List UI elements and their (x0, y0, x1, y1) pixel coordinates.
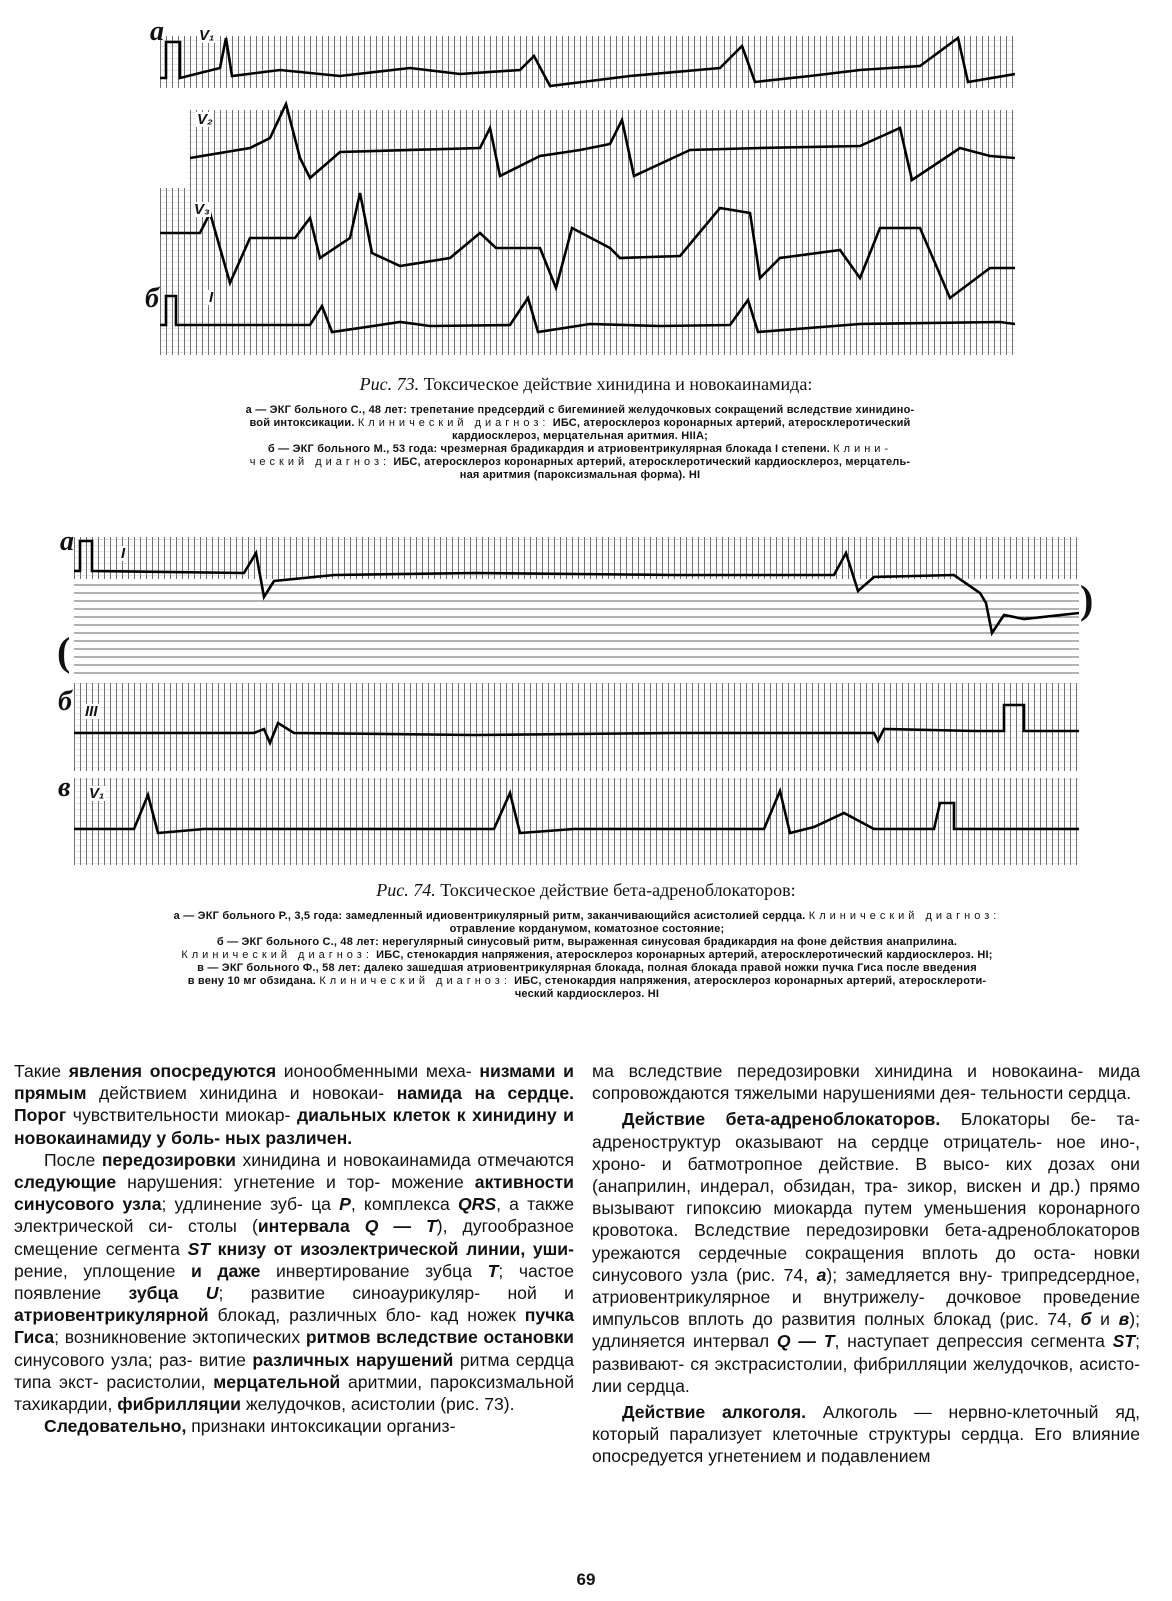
text-run: ST (1112, 1331, 1136, 1352)
text-run: ких дозах они (анаприлин, индерал, обзидан, тра- (592, 1153, 1140, 1197)
text-run: действием хинидина и новокаи- (86, 1083, 385, 1104)
text-run: трипредсердное, атриовентрикулярное и внутрижелу- (592, 1264, 1141, 1308)
text-run: ионообменными меха- (276, 1061, 472, 1081)
text-run: а (816, 1264, 827, 1285)
fig74-title-num: Рис. 74. (376, 880, 436, 900)
text-run: ; развитие синоаурикуляр- (218, 1283, 481, 1304)
text-run: Алкоголь — нервно-клеточный (805, 1402, 1099, 1423)
text-run: расистолии, (106, 1371, 214, 1392)
fig73-caption-a-2: вой интоксикации. (249, 417, 355, 429)
fig74-lead-c: V₁ (89, 785, 105, 802)
fig74-strip-a-lines (74, 585, 1079, 673)
text-run: мида сопровождаются тяжелыми нарушениями дея- (592, 1061, 1140, 1104)
fig73-strip-v3 (160, 188, 1015, 293)
fig74-label-b: б (58, 686, 72, 717)
text-run: P (339, 1194, 351, 1215)
fig74-caption-b-spaced: Клинический диагноз: (181, 949, 373, 961)
text-run: желудочков, асистолии (240, 1394, 436, 1415)
text-run: После (44, 1149, 102, 1170)
text-run: намида (396, 1083, 475, 1104)
fig73-caption-a-4: кардиосклероз, мерцательная аритмия. HIIA; (452, 430, 708, 442)
text-run: Q — T (776, 1331, 835, 1352)
text-run: инвертирование зубца (260, 1260, 488, 1281)
fig74-continuation-mark-right: ) (1080, 577, 1094, 622)
text-run: Следовательно, (44, 1416, 187, 1437)
text-run: ца (311, 1194, 340, 1215)
fig73-caption-a-3: ИБС, атеросклероз коронарных артерий, атеросклеротический (552, 417, 911, 429)
left-paragraph-1 (14, 1060, 574, 1149)
fig74-caption-c-3: ИБС, стенокардия напряжения, атеросклероз коронарных артерий, атеросклероти- (514, 975, 987, 987)
text-run: зикор, вискен и др.) прямо вызывают гипоксию (592, 1176, 1140, 1219)
text-run: атриовентрикулярной (14, 1305, 209, 1326)
fig73-ecg-panel (160, 28, 1015, 355)
right-paragraph-2 (592, 1108, 1140, 1397)
fig74-lead-b: III (85, 703, 98, 720)
fig74-ecg-svg (74, 533, 1079, 865)
text-run: передозировки (101, 1149, 236, 1170)
text-run: Блокаторы бе- (940, 1109, 1096, 1130)
fig74-lead-a: I (121, 545, 126, 562)
fig74-caption-b-2: ИБС, стенокардия напряжения, атеросклероз коронарных артерий, атеросклеротический кардиосклероз. HI; (376, 949, 993, 961)
text-run: явления опосредуются (68, 1061, 277, 1081)
fig74-continuation-mark-left: ( (57, 629, 71, 674)
fig74-caption-c-spaced: Клинический диагноз: (319, 975, 511, 987)
page-number: 69 (576, 1570, 596, 1589)
fig74-label-a: а (60, 526, 74, 557)
fig73-ecg-svg (160, 28, 1015, 355)
text-run: ); удлиняется интервал (592, 1309, 1141, 1352)
text-run: ; (498, 1260, 504, 1281)
text-run: дочковое проведение импульсов вплоть до развития (592, 1287, 1141, 1330)
left-paragraph-2 (14, 1149, 574, 1415)
text-run: та-адреноструктур оказывают на сердце отрицатель- (592, 1109, 1140, 1152)
left-paragraph-3 (14, 1415, 574, 1437)
text-run: , комплекса (350, 1194, 458, 1215)
text-run: и даже (190, 1260, 261, 1281)
text-run: ; возникновение эктопических (54, 1327, 301, 1348)
text-run: Такие (14, 1061, 69, 1081)
text-run: ся экстрасистолии, фибрилляции желудочков, асисто- (690, 1353, 1140, 1374)
text-run: новки синусового узла (рис. 74, (592, 1242, 1141, 1285)
fig73-strip-v2 (188, 110, 1015, 192)
text-run: полных блокад (рис. 74, (864, 1309, 1081, 1330)
fig73-caption (130, 404, 1030, 482)
fig73-caption-b-3: ная аритмия (пароксизмальная форма). HI (459, 469, 701, 481)
fig73-caption-b-spaced1: Клини- (833, 443, 893, 455)
fig73-lead-v1: V₁ (199, 27, 215, 44)
text-run: ), дугообразное смещение (14, 1216, 575, 1259)
text-run: мерцательной (213, 1371, 341, 1392)
fig73-lead-v3: V₃ (194, 201, 210, 218)
text-run: ной и (507, 1283, 574, 1304)
text-run: б (1080, 1309, 1092, 1330)
fig73-caption-a-1: а — ЭКГ больного С., 48 лет: трепетание предсердий с бигеминией желудочковых сокращений вследствие хинидино- (245, 404, 915, 416)
fig73-lead-v2: V₂ (197, 111, 213, 128)
heading-beta-blockers: Действие бета-адреноблокаторов. (622, 1109, 941, 1130)
text-run: сегмента (105, 1238, 188, 1259)
fig74-ecg-panel (74, 533, 1079, 865)
text-run: кад ножек (430, 1305, 525, 1326)
text-run: зубца (128, 1283, 206, 1304)
text-run: U (205, 1283, 219, 1304)
fig73-label-b: б (145, 283, 159, 314)
text-run: и прямым (14, 1061, 574, 1104)
fig74-title-text: Токсическое действие бета-адреноблокаторов: (440, 880, 796, 900)
text-run: ритмов (305, 1327, 377, 1348)
text-run: низмами (479, 1061, 564, 1081)
text-run: лии сердца. (592, 1375, 690, 1396)
fig73-caption-b-spaced2: ческий диагноз: (249, 456, 391, 468)
text-run: фибрилляции (117, 1394, 241, 1415)
fig74-caption-b-1: б — ЭКГ больного С., 48 лет: нерегулярный синусовый ритм, выраженная синусовая брадикардия на фоне действия анаприлина. (216, 936, 958, 948)
text-run: хинидина и новокаинамида (235, 1149, 471, 1170)
text-run: можение (391, 1172, 475, 1193)
text-run: тахикардии, (14, 1394, 118, 1415)
text-run: T (487, 1260, 499, 1281)
text-run: частое появление (14, 1260, 575, 1304)
text-run: вследствие остановки (376, 1327, 575, 1348)
fig73-title-text: Токсическое действие хинидина и новокаинамида: (423, 374, 813, 394)
text-run: блокад, различных бло- (208, 1305, 422, 1326)
fig74-caption-a-1: а — ЭКГ больного Р., 3,5 года: замедленный идиовентрикулярный ритм, заканчивающийся асистолией сердца. (173, 910, 806, 922)
text-run: ST (187, 1238, 211, 1259)
text-run: , а также электрической си- (14, 1194, 574, 1237)
text-run: ); замедляется вну- (826, 1264, 993, 1285)
text-run: диальных клеток к хинидину и новокаинамиду у боль- (14, 1105, 574, 1148)
fig74-strip-c (74, 778, 1079, 865)
text-run: ; удлинение зуб- (161, 1194, 303, 1215)
text-run: активности синусового узла (14, 1172, 574, 1215)
heading-alcohol: Действие алкоголя. (622, 1402, 806, 1423)
text-run: витие (199, 1349, 253, 1370)
text-run: Его влияние опосредуется угнетением и подавлением (592, 1424, 1141, 1467)
fig73-lead-b: I (209, 289, 214, 306)
left-text-column (14, 1060, 574, 1437)
fig73-caption-a-spaced: Клинический диагноз: (357, 417, 550, 429)
fig74-caption-c-1: в — ЭКГ больного Ф., 58 лет: далеко зашедшая атриовентрикулярная блокада, полная блокада правой ножки пучка Гиса после введения (197, 962, 977, 974)
text-run: нарушения: угнетение и тор- (116, 1172, 381, 1193)
text-run: QRS (457, 1194, 497, 1215)
text-run: на сердце. Порог (14, 1083, 575, 1126)
text-run: пучка Гиса (14, 1305, 575, 1348)
fig73-label-a: а (150, 16, 164, 47)
text-run: ное ино-, хроно- и батмотропное действие. В высо- (592, 1131, 1140, 1174)
fig74-label-c: в (58, 772, 71, 803)
text-run: чувствительности миокар- (66, 1105, 291, 1126)
right-text-column (592, 1060, 1140, 1468)
text-run: , наступает депрессия сегмента (834, 1331, 1113, 1352)
text-run: ; развивают- (592, 1331, 1141, 1374)
text-run: миокарда путем уменьшения коронарного кровотока. (592, 1198, 1141, 1241)
right-paragraph-3 (592, 1401, 1140, 1468)
text-run: следующие (14, 1172, 117, 1193)
text-run: тельности сердца. (980, 1083, 1132, 1104)
fig73-caption-b-1: б — ЭКГ больного М., 53 года: чрезмерная брадикардия и атриовентрикулярная блокада I степени. (267, 443, 830, 455)
text-run: отмечаются (477, 1149, 575, 1170)
text-run: различных нарушений (252, 1349, 454, 1370)
text-run: яд, который парализует клеточные структуры сердца. (592, 1402, 1140, 1445)
fig73-title-num: Рис. 73. (359, 374, 420, 394)
text-run: признаки интоксикации организ- (186, 1416, 456, 1437)
text-run: книзу от изоэлектрической линии, уши- (210, 1238, 574, 1259)
text-run: интервала (257, 1216, 365, 1237)
text-run: Вследствие передозировки бета-адреноблокаторов (694, 1220, 1140, 1241)
right-paragraph-1 (592, 1060, 1140, 1104)
fig74-title (0, 880, 1172, 901)
fig74-caption (56, 910, 1118, 1001)
fig74-caption-c-4: ческий кардиосклероз. HI (514, 988, 660, 1000)
fig74-caption-a-2: отравление корданумом, коматозное состояние; (449, 923, 725, 935)
text-run: ритма сердца типа экст- (14, 1349, 575, 1392)
text-run: синусового узла; раз- (14, 1349, 193, 1370)
text-run: столы ( (187, 1216, 258, 1237)
text-run: в (1118, 1309, 1130, 1330)
text-run: (рис. 73). (440, 1394, 515, 1415)
text-run: Q — T (364, 1216, 437, 1237)
text-run: аритмии, пароксизмальной (340, 1371, 575, 1392)
fig73-title (0, 374, 1172, 395)
fig74-strip-b (74, 683, 1079, 771)
fig74-caption-c-2: в вену 10 мг обзидана. (187, 975, 317, 987)
text-run: рение, уплощение (14, 1260, 191, 1281)
text-run: и (1091, 1309, 1119, 1330)
fig73-caption-b-2: ИБС, атеросклероз коронарных артерий, атеросклеротический кардиосклероз, мерцатель- (393, 456, 911, 468)
text-run: урежаются сердечные сокращения вплоть до оста- (592, 1242, 1076, 1263)
text-run: ных различен. (225, 1127, 353, 1148)
text-run: ма вследствие передозировки хинидина и новокаина- (592, 1061, 1084, 1081)
fig74-caption-a-spaced: Клинический диагноз: (808, 910, 1001, 922)
